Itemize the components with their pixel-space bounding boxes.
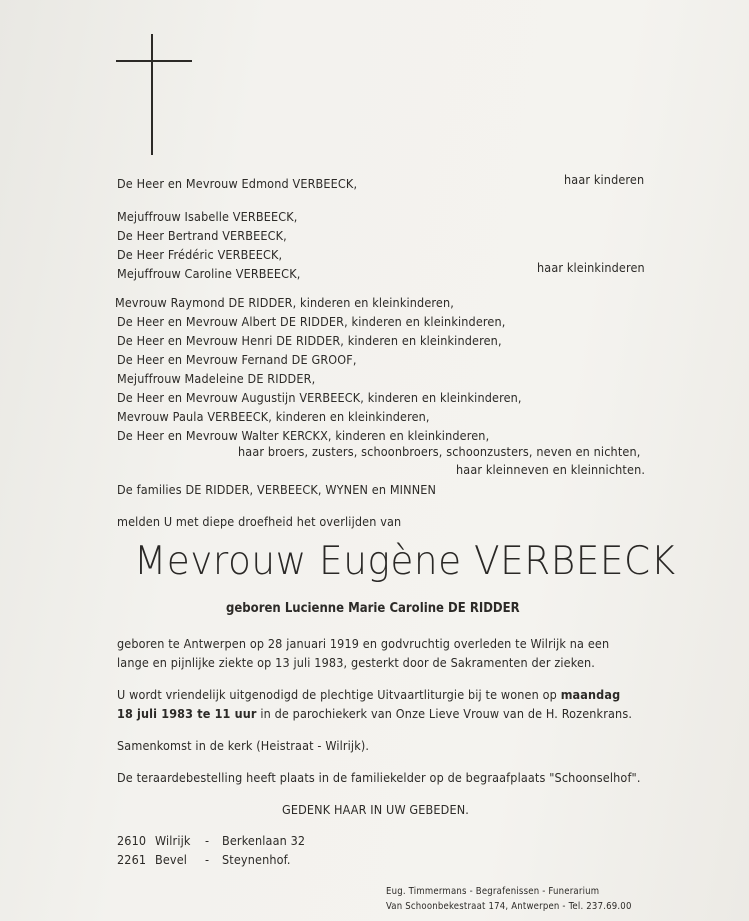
invitation-day: maandag <box>560 687 621 702</box>
address-street: Steynenhof. <box>222 852 291 867</box>
address-separator: - <box>205 833 210 848</box>
address-separator: - <box>205 852 210 867</box>
relatives-label: haar kleinneven en kleinnichten. <box>456 462 646 477</box>
children-line: De Heer en Mevrouw Edmond VERBEECK, <box>117 176 358 191</box>
undertaker-line: Eug. Timmermans - Begrafenissen - Funerarium <box>386 886 600 897</box>
cross-icon-bar <box>116 60 192 62</box>
relative-line: Mejuffrouw Madeleine DE RIDDER, <box>117 371 316 386</box>
invitation-date: 18 juli 1983 te 11 uur <box>117 706 257 721</box>
grandchild-line: De Heer Frédéric VERBEECK, <box>117 247 283 262</box>
children-label: haar kinderen <box>564 172 645 187</box>
announcement-line: melden U met diepe droefheid het overlijden van <box>117 514 402 529</box>
invitation-line <box>117 688 620 702</box>
relative-line: Mevrouw Paula VERBEECK, kinderen en kleinkinderen, <box>117 409 430 424</box>
burial-line: De teraardebestelling heeft plaats in de familiekelder op de begraafplaats "Schoonselhof". <box>117 770 641 785</box>
address-line <box>117 834 305 848</box>
invitation-line <box>117 707 632 721</box>
relative-line: De Heer en Mevrouw Albert DE RIDDER, kinderen en kleinkinderen, <box>117 314 506 329</box>
relative-line: De Heer en Mevrouw Walter KERCKX, kinderen en kleinkinderen, <box>117 428 490 443</box>
address-street: Berkenlaan 32 <box>222 833 306 848</box>
birth-death-line: geboren te Antwerpen op 28 januari 1919 en godvruchtig overleden te Wilrijk na een <box>117 636 610 651</box>
relative-line: De Heer en Mevrouw Fernand DE GROOF, <box>117 352 357 367</box>
relatives-label: haar broers, zusters, schoonbroers, schoonzusters, neven en nichten, <box>238 444 641 459</box>
meeting-line: Samenkomst in de kerk (Heistraat - Wilrijk). <box>117 738 370 753</box>
grandchild-line: De Heer Bertrand VERBEECK, <box>117 228 287 243</box>
families-line: De families DE RIDDER, VERBEECK, WYNEN en MINNEN <box>117 482 437 497</box>
grandchild-line: Mejuffrouw Caroline VERBEECK, <box>117 266 301 281</box>
prayer-line: GEDENK HAAR IN UW GEBEDEN. <box>282 802 470 817</box>
address-code: 2261 <box>117 852 147 867</box>
relative-line: De Heer en Mevrouw Henri DE RIDDER, kinderen en kleinkinderen, <box>117 333 502 348</box>
address-code: 2610 <box>117 833 147 848</box>
relative-line: Mevrouw Raymond DE RIDDER, kinderen en kleinkinderen, <box>115 295 454 310</box>
cross-icon <box>151 34 153 155</box>
deceased-name: Mevrouw Eugène VERBEECK <box>134 539 676 584</box>
invitation-place: in de parochiekerk van Onze Lieve Vrouw van de H. Rozenkrans. <box>260 706 633 721</box>
maiden-name: geboren Lucienne Marie Caroline DE RIDDER <box>226 601 520 616</box>
birth-death-line: lange en pijnlijke ziekte op 13 juli 1983, gesterkt door de Sakramenten der zieken. <box>117 655 596 670</box>
invitation-text: U wordt vriendelijk uitgenodigd de plechtige Uitvaartliturgie bij te wonen op <box>117 687 557 702</box>
grandchild-line: Mejuffrouw Isabelle VERBEECK, <box>117 209 298 224</box>
address-city: Wilrijk <box>155 833 191 848</box>
grandchildren-label: haar kleinkinderen <box>537 260 645 275</box>
address-line <box>117 853 291 867</box>
relative-line: De Heer en Mevrouw Augustijn VERBEECK, kinderen en kleinkinderen, <box>117 390 522 405</box>
address-city: Bevel <box>155 852 188 867</box>
undertaker-line: Van Schoonbekestraat 174, Antwerpen - Tel. 237.69.00 <box>386 901 632 912</box>
